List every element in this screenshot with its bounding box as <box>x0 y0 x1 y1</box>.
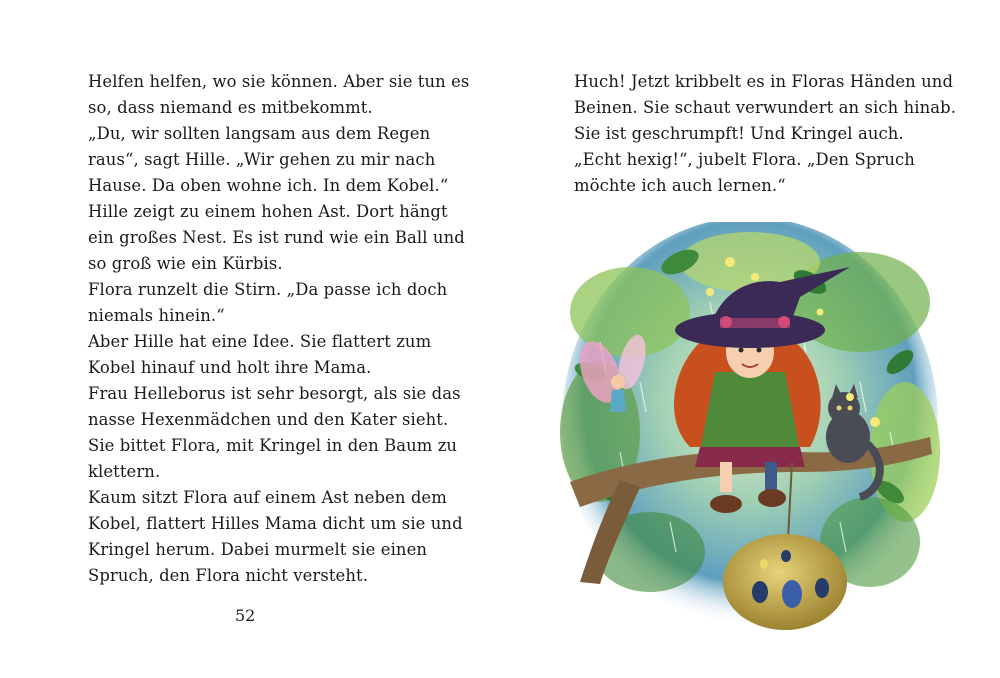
text-line: Kobel, flattert Hilles Mama dicht um sie und <box>88 514 463 533</box>
text-line: Hause. Da oben wohne ich. In dem Kobel.“ <box>88 176 449 195</box>
text-line: Sie bittet Flora, mit Kringel in den Baum zu <box>88 436 458 455</box>
text-line: Kobel hinauf und holt ihre Mama. <box>88 358 372 377</box>
right-page <box>500 0 1000 678</box>
text-line: Kaum sitzt Flora auf einem Ast neben dem <box>88 488 447 507</box>
text-line: Hille zeigt zu einem hohen Ast. Dort hängt <box>88 202 448 221</box>
text-line: Beinen. Sie schaut verwundert an sich hinab. <box>574 98 957 117</box>
text-line: möchte ich auch lernen.“ <box>574 176 786 195</box>
text-line: Helfen helfen, wo sie können. Aber sie tun es <box>88 72 470 91</box>
text-line: so, dass niemand es mitbekommt. <box>88 98 373 117</box>
text-line: Spruch, den Flora nicht versteht. <box>88 566 369 585</box>
text-line: nasse Hexenmädchen und den Kater sieht. <box>88 410 449 429</box>
text-line: raus“, sagt Hille. „Wir gehen zu mir nach <box>88 150 436 169</box>
text-line: Aber Hille hat eine Idee. Sie flattert zum <box>88 332 432 351</box>
text-line: ein großes Nest. Es ist rund wie ein Ball und <box>88 228 465 247</box>
left-page-text <box>88 69 468 589</box>
text-line: Flora runzelt die Stirn. „Da passe ich doch <box>88 280 448 299</box>
text-line: Frau Helleborus ist sehr besorgt, als sie das <box>88 384 461 403</box>
text-line: Kringel herum. Dabei murmelt sie einen <box>88 540 428 559</box>
text-line: Huch! Jetzt kribbelt es in Floras Händen und <box>574 72 954 91</box>
illustration-witch-on-branch <box>560 222 940 632</box>
right-page-text <box>574 69 957 199</box>
text-line: „Echt hexig!“, jubelt Flora. „Den Spruch <box>574 150 915 169</box>
text-line: klettern. <box>88 462 161 481</box>
text-line: niemals hinein.“ <box>88 306 225 325</box>
text-line: Sie ist geschrumpft! Und Kringel auch. <box>574 124 904 143</box>
text-line: „Du, wir sollten langsam aus dem Regen <box>88 124 431 143</box>
page-number: 52 <box>235 606 256 625</box>
text-line: so groß wie ein Kürbis. <box>88 254 283 273</box>
